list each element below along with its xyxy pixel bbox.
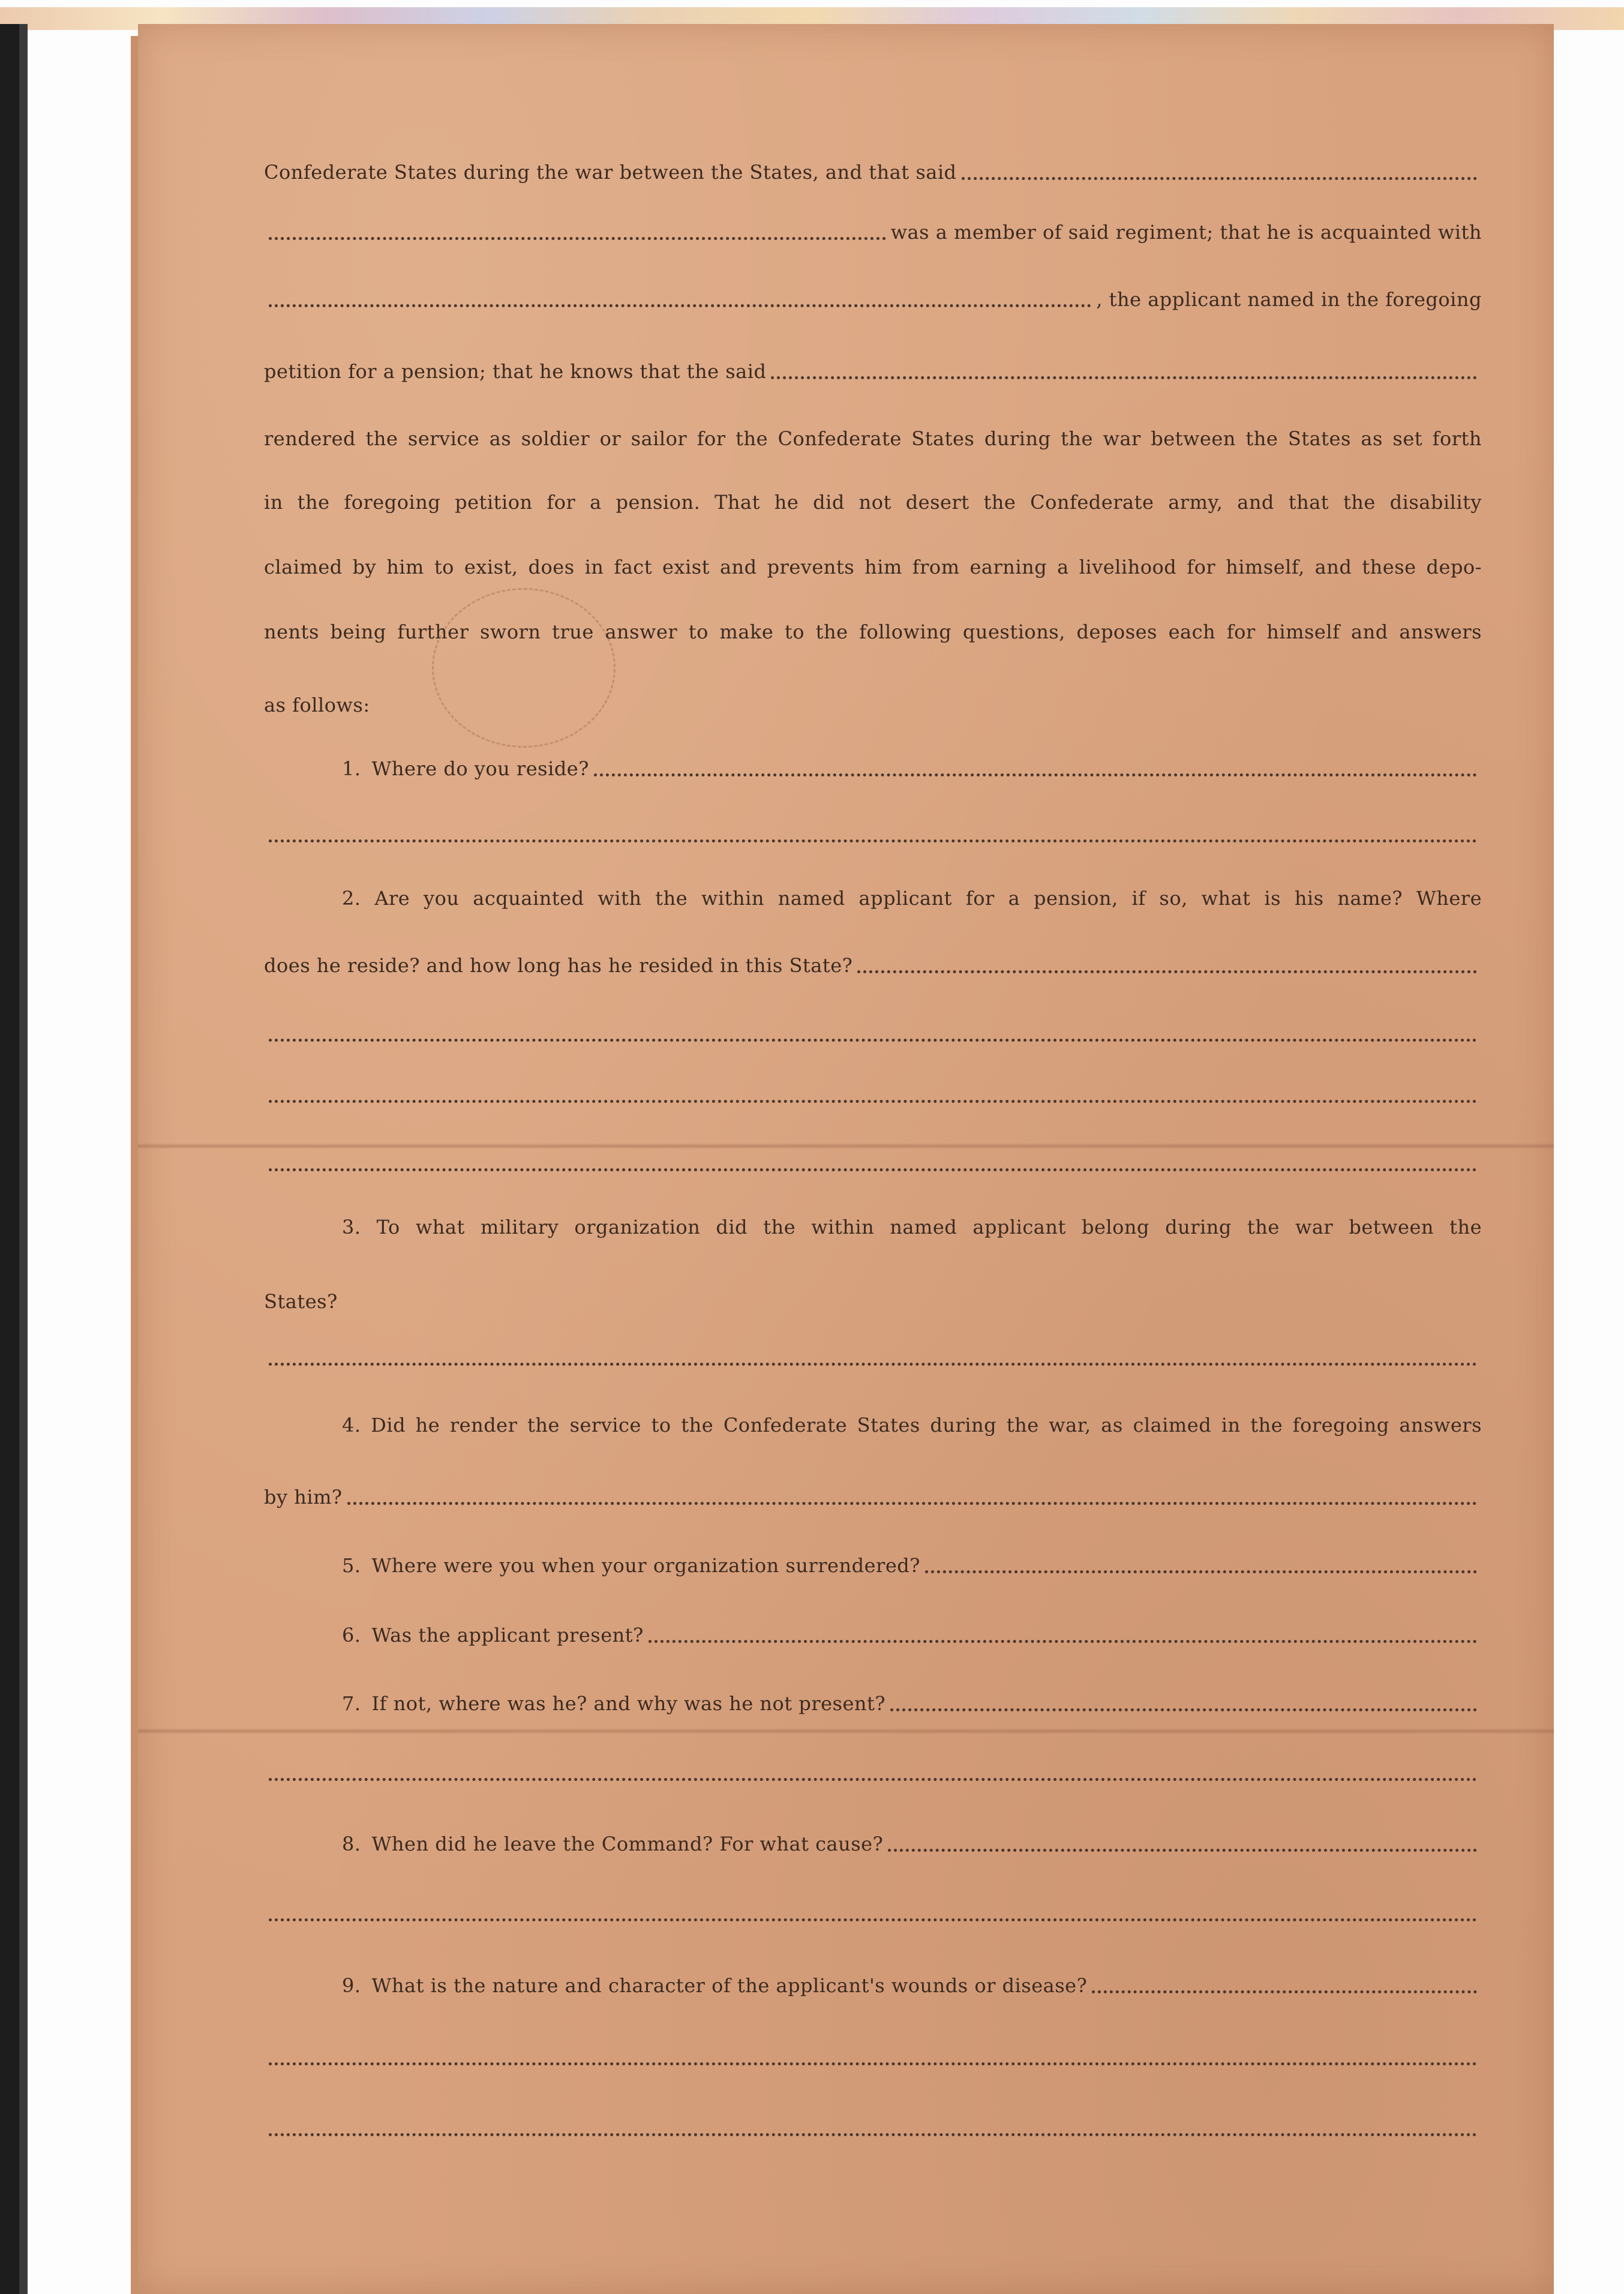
answer-field[interactable] xyxy=(1092,1990,1477,1993)
form-line xyxy=(264,221,1482,247)
question-text-body: Did he render the service to the Confederate States during the war, as claimed in the foregoing answers xyxy=(371,1414,1482,1437)
answer-field[interactable] xyxy=(269,1168,1477,1171)
question-number: 4. xyxy=(342,1414,361,1437)
form-line xyxy=(264,620,1482,647)
form-line xyxy=(264,556,1482,582)
paper-fold xyxy=(138,1143,1554,1149)
question-text: by him? xyxy=(264,1486,343,1509)
answer-line xyxy=(264,1084,1482,1110)
question-text: States? xyxy=(264,1290,338,1313)
answer-line xyxy=(264,2046,1482,2073)
blank-field[interactable] xyxy=(269,304,1091,307)
question-4 xyxy=(264,1414,1482,1440)
question-number: 1. xyxy=(342,757,361,780)
blank-field[interactable] xyxy=(962,177,1477,180)
question-4-cont xyxy=(264,1486,1482,1512)
question-text-body: Are you acquainted with the within named applicant for a pension, if so, what is his name? Where xyxy=(374,887,1482,910)
form-line-text: in the foregoing petition for a pension. That he did not desert the Confederate army, and that the disability xyxy=(264,491,1482,514)
blank-field[interactable] xyxy=(771,376,1477,379)
question-2-cont xyxy=(264,954,1482,980)
paper-fold xyxy=(138,1728,1554,1734)
answer-field[interactable] xyxy=(269,1039,1477,1042)
answer-line xyxy=(264,1022,1482,1049)
question-2 xyxy=(264,887,1482,913)
answer-field[interactable] xyxy=(347,1502,1477,1505)
form-line-text: Confederate States during the war between the States, and that said xyxy=(264,161,957,184)
form-line xyxy=(264,360,1482,386)
answer-line xyxy=(264,2117,1482,2143)
question-text: Where were you when your organization surrendered? xyxy=(371,1554,920,1577)
answer-field[interactable] xyxy=(925,1570,1477,1573)
form-line xyxy=(264,694,1482,720)
question-number: 2. xyxy=(342,887,361,910)
form-line xyxy=(264,161,1482,187)
form-line-text: petition for a pension; that he knows that the said xyxy=(264,360,767,383)
form-line-text: nents being further sworn true answer to make to the following questions, deposes each for himself and answers xyxy=(264,620,1482,643)
question-text-body: To what military organization did the within named applicant belong during the war between the xyxy=(376,1216,1482,1239)
scan-left-border-inner xyxy=(19,24,28,2294)
form-line xyxy=(264,288,1482,314)
question-text: What is the nature and character of the applicant's wounds or disease? xyxy=(371,1974,1088,1997)
question-text: If not, where was he? and why was he not present? xyxy=(371,1692,886,1715)
question-text xyxy=(342,1414,1482,1437)
answer-field[interactable] xyxy=(857,970,1477,973)
question-7 xyxy=(264,1692,1482,1719)
question-number: 8. xyxy=(342,1833,361,1855)
question-text xyxy=(342,887,1482,910)
question-number: 5. xyxy=(342,1554,361,1577)
form-line-text: rendered the service as soldier or sailor for the Confederate States during the war between the States as set forth xyxy=(264,427,1482,450)
answer-field[interactable] xyxy=(269,839,1477,842)
answer-field[interactable] xyxy=(649,1640,1477,1643)
question-3 xyxy=(264,1216,1482,1242)
answer-field[interactable] xyxy=(890,1708,1477,1711)
form-line xyxy=(264,491,1482,517)
form-line-text: claimed by him to exist, does in fact exist and prevents him from earning a livelihood for himself, and these depo- xyxy=(264,556,1482,578)
question-9 xyxy=(264,1974,1482,2001)
answer-field[interactable] xyxy=(269,2062,1477,2065)
question-5 xyxy=(264,1554,1482,1581)
question-number: 7. xyxy=(342,1692,361,1715)
form-line-text: was a member of said regiment; that he is acquainted with xyxy=(890,221,1482,244)
answer-line xyxy=(264,1347,1482,1373)
answer-field[interactable] xyxy=(269,1778,1477,1781)
answer-line xyxy=(264,1152,1482,1179)
answer-field[interactable] xyxy=(269,2133,1477,2136)
answer-field[interactable] xyxy=(269,1363,1477,1366)
answer-field[interactable] xyxy=(269,1918,1477,1921)
question-3-cont xyxy=(264,1290,1482,1317)
question-1 xyxy=(264,757,1482,784)
question-6 xyxy=(264,1624,1482,1650)
embossed-seal-icon xyxy=(432,588,616,748)
scan-left-border xyxy=(0,24,19,2294)
question-text: does he reside? and how long has he resided in this State? xyxy=(264,954,853,977)
question-text: Was the applicant present? xyxy=(371,1624,644,1647)
question-text: When did he leave the Command? For what cause? xyxy=(371,1833,884,1855)
form-line-text: as follows: xyxy=(264,694,370,716)
answer-field[interactable] xyxy=(594,773,1477,776)
form-line-text: , the applicant named in the foregoing xyxy=(1096,288,1482,311)
question-number: 6. xyxy=(342,1624,361,1647)
question-8 xyxy=(264,1833,1482,1859)
answer-field[interactable] xyxy=(269,1100,1477,1103)
question-number: 3. xyxy=(342,1216,361,1239)
blank-field[interactable] xyxy=(269,237,886,240)
answer-field[interactable] xyxy=(888,1849,1477,1852)
answer-line xyxy=(264,1902,1482,1929)
question-text: Where do you reside? xyxy=(371,757,589,780)
form-line xyxy=(264,427,1482,454)
answer-line xyxy=(264,823,1482,850)
question-number: 9. xyxy=(342,1974,361,1997)
answer-line xyxy=(264,1762,1482,1788)
question-text xyxy=(342,1216,1482,1239)
